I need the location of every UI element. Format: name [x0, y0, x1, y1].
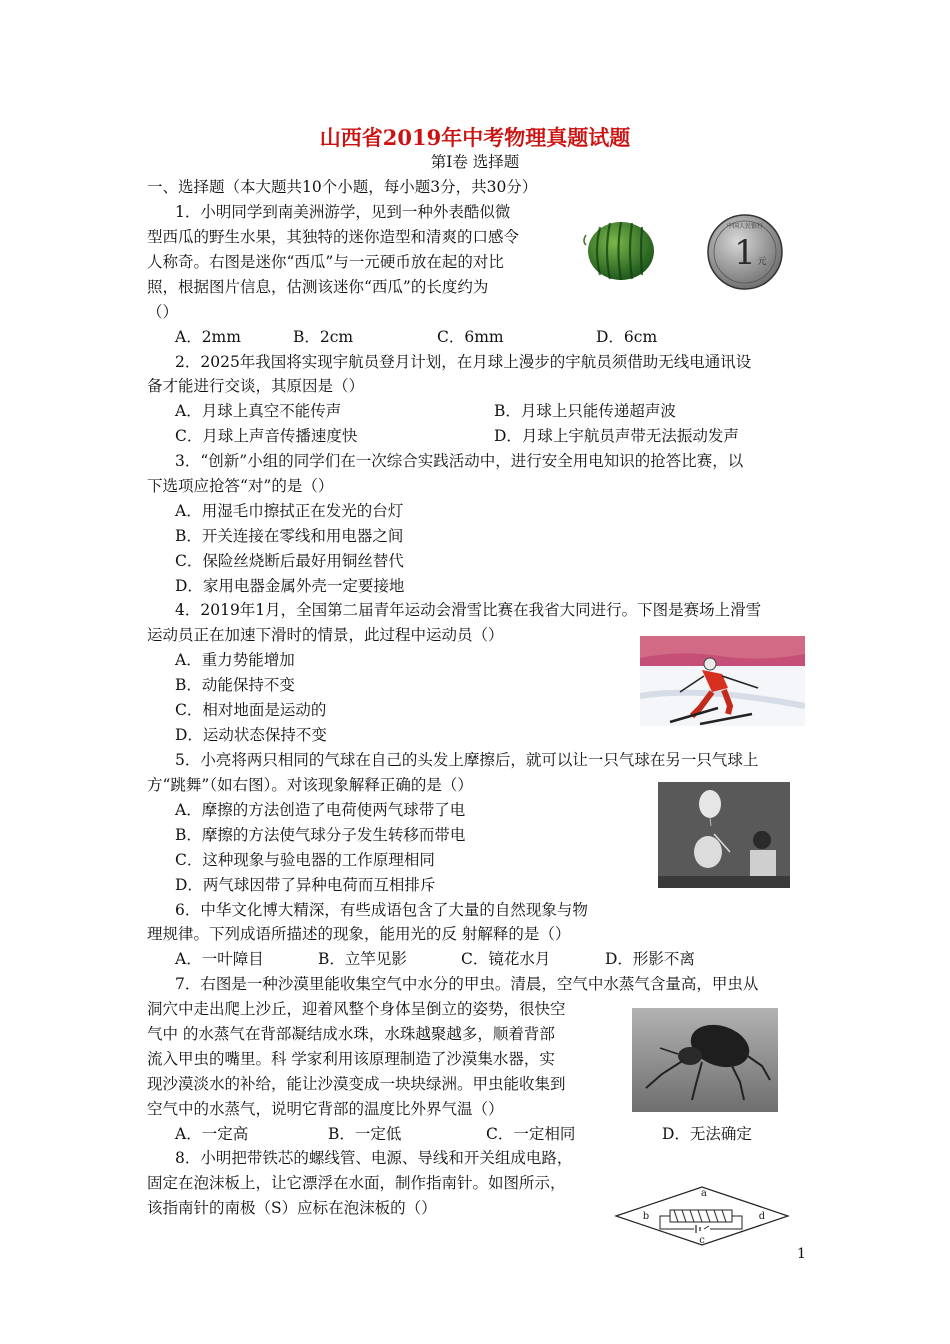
q6-line: 理规律。下列成语所描述的现象，能用光的反 射解释的是（）	[147, 925, 571, 943]
q1-option-a: A．2mm	[175, 328, 241, 346]
label-a: a	[701, 1188, 707, 1199]
q6-line: 6．中华文化博大精深，有些成语包含了大量的自然现象与物	[175, 901, 588, 919]
q6-option-c: C．镜花水月	[461, 950, 551, 968]
q1-line: 1．小明同学到南美洲游学，见到一种外表酷似微	[175, 203, 511, 221]
q4-line: 运动员正在加速下滑时的情景，此过程中运动员（）	[147, 626, 504, 644]
q5-option-c: C．这种现象与验电器的工作原理相同	[175, 851, 435, 869]
coin-unit: 元	[757, 257, 767, 267]
q5-option-a: A．摩擦的方法创造了电荷使两气球带了电	[175, 801, 466, 819]
q5-option-b: B．摩擦的方法使气球分子发生转移而带电	[175, 826, 466, 844]
q7-line: 气中 的水蒸气在背部凝结成水珠，水珠越聚越多，顺着背部	[147, 1025, 555, 1043]
q7-line: 空气中的水蒸气，说明它背部的温度比外界气温（）	[147, 1100, 504, 1118]
q1-line: 照，根据图片信息，估测该迷你“西瓜”的长度约为	[147, 278, 489, 296]
q5-line: 方“跳舞”（如右图）。对该现象解释正确的是（）	[147, 776, 473, 794]
q7-option-d: D．无法确定	[662, 1125, 752, 1143]
q5-line: 5．小亮将两只相同的气球在自己的头发上摩擦后，就可以让一只气球在另一只气球上	[175, 751, 759, 769]
q4-option-d: D．运动状态保持不变	[175, 726, 327, 744]
q3-line: 3．“创新”小组的同学们在一次综合实践活动中，进行安全用电知识的抢答比赛，以	[175, 452, 744, 470]
q1-option-c: C．6mm	[437, 328, 504, 346]
q7-line: 7．右图是一种沙漠里能收集空气中水分的甲虫。清晨，空气中水蒸气含量高，甲虫从	[175, 975, 759, 993]
q7-option-b: B．一定低	[328, 1125, 402, 1143]
q4-line: 4．2019年1月，全国第二届青年运动会滑雪比赛在我省大同进行。下图是赛场上滑雪	[175, 601, 762, 619]
q3-option-d: D．家用电器金属外壳一定要接地	[175, 577, 405, 595]
skier-photo	[640, 636, 805, 726]
q8-line: 固定在泡沫板上，让它漂浮在水面，制作指南针。如图所示，	[147, 1174, 566, 1192]
q7-option-c: C．一定相同	[486, 1125, 576, 1143]
page-title: 山西省2019年中考物理真题试题	[319, 125, 631, 150]
mini-watermelon-figure	[580, 215, 660, 285]
label-c: c	[699, 1235, 705, 1246]
q2-option-c: C．月球上声音传播速度快	[175, 427, 358, 445]
q3-option-b: B．开关连接在零线和用电器之间	[175, 527, 404, 545]
q1-option-d: D．6cm	[596, 328, 658, 346]
label-b: b	[642, 1211, 650, 1222]
q8-line: 该指南针的南极（S）应标在泡沫板的（）	[147, 1199, 437, 1217]
q1-option-b: B．2cm	[293, 328, 354, 346]
q2-option-a: A．月球上真空不能传声	[175, 402, 342, 420]
q7-option-a: A．一定高	[175, 1125, 249, 1143]
q7-line: 流入甲虫的嘴里。科 学家利用该原理制造了沙漠集水器，实	[147, 1050, 555, 1068]
beetle-photo	[632, 1008, 778, 1112]
coin-rim-text: 中国人民银行	[726, 223, 764, 230]
q8-line: 8．小明把带铁芯的螺线管、电源、导线和开关组成电路，	[175, 1149, 573, 1167]
balloons-photo	[658, 782, 790, 888]
q2-line: 备才能进行交谈，其原因是（）	[147, 377, 365, 395]
q7-line: 现沙漠淡水的补给，能让沙漠变成一块块绿洲。甲虫能收集到	[147, 1075, 566, 1093]
q1-line: 人称奇。右图是迷你“西瓜”与一元硬币放在起的对比	[147, 253, 504, 271]
section-heading: 一、选择题（本大题共10个小题，每小题3分，共30分）	[147, 178, 538, 196]
coin-figure	[705, 212, 785, 292]
q2-line: 2．2025年我国将实现宇航员登月计划，在月球上漫步的宇航员须借助无线电通讯设	[175, 353, 752, 371]
q2-option-b: B．月球上只能传递超声波	[494, 402, 676, 420]
q4-option-a: A．重力势能增加	[175, 651, 295, 669]
solenoid-compass-diagram	[612, 1183, 792, 1249]
q1-line: 型西瓜的野生水果，其独特的迷你造型和清爽的口感令	[147, 228, 520, 246]
q5-option-d: D．两气球因带了异种电荷而互相排斥	[175, 876, 436, 894]
q7-line: 洞穴中走出爬上沙丘，迎着风整个身体呈倒立的姿势，很快空	[147, 1000, 566, 1018]
q1-line: （）	[147, 303, 179, 321]
q2-option-d: D．月球上宇航员声带无法振动发声	[494, 427, 739, 445]
section-subtitle: 第Ⅰ卷 选择题	[430, 153, 520, 171]
q6-option-d: D．形影不离	[605, 950, 695, 968]
q6-option-b: B．立竿见影	[318, 950, 407, 968]
coin-denomination: 1	[734, 233, 756, 273]
q6-option-a: A．一叶障目	[175, 950, 264, 968]
q3-option-c: C．保险丝烧断后最好用铜丝替代	[175, 552, 404, 570]
q3-line: 下选项应抢答“对”的是（）	[147, 477, 334, 495]
q4-option-c: C．相对地面是运动的	[175, 701, 327, 719]
label-d: d	[758, 1211, 766, 1222]
q4-option-b: B．动能保持不变	[175, 676, 295, 694]
q3-option-a: A．用湿毛巾擦拭正在发光的台灯	[175, 502, 404, 520]
page-number: 1	[797, 1246, 806, 1262]
